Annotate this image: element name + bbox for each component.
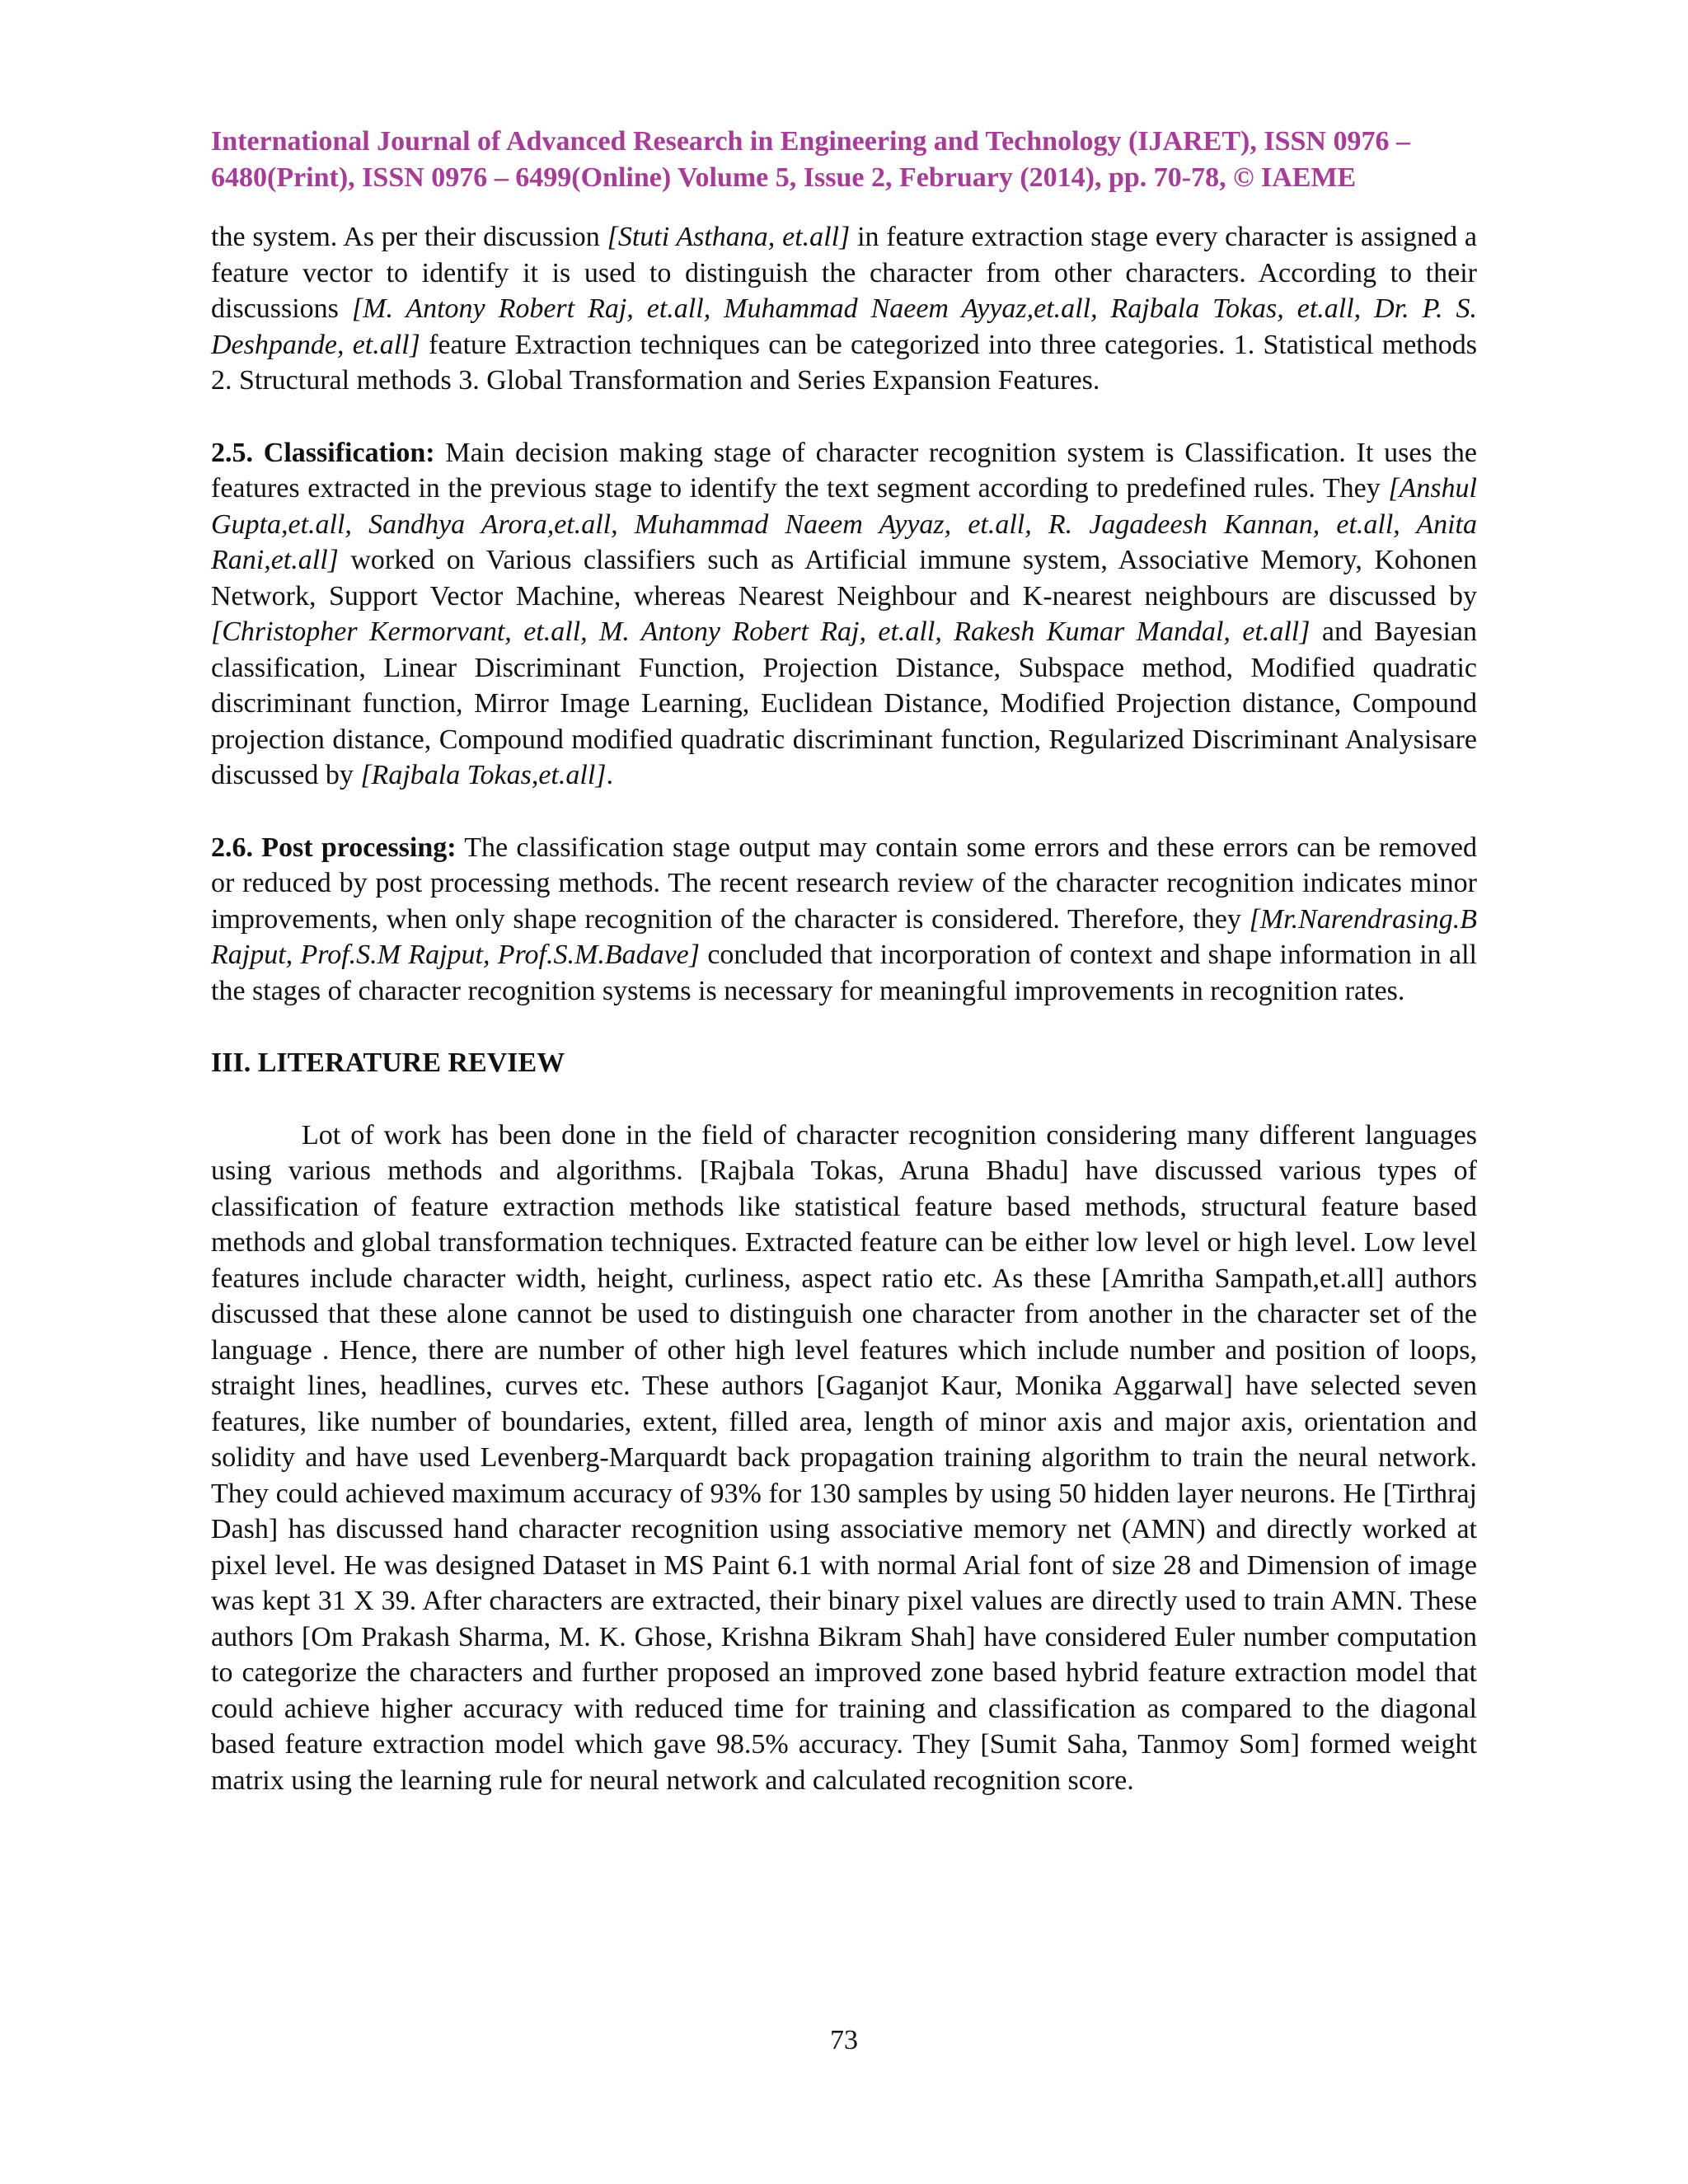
journal-header-line-2: 6480(Print), ISSN 0976 – 6499(Online) Volume 5, Issue 2, February (2014), pp. 70-78, © IAEME: [211, 162, 1357, 193]
section-post-processing: [211, 830, 1477, 1010]
citation: [Anshul Gupta,et.all, Sandhya Arora,et.all, Muhammad Naeem Ayyaz, et.all, R. Jagadeesh Kannan, et.all, Anita Rani,et.all]: [211, 473, 1477, 575]
section-heading-literature-review: III. LITERATURE REVIEW: [211, 1047, 565, 1078]
paragraph-text: feature Extraction techniques can be categorized into three categories. 1. Statistical methods 2. Structural methods 3. Global Transformation and Series Expansion Features.: [211, 329, 1477, 396]
section-heading-post-processing: 2.6. Post processing:: [211, 832, 457, 863]
citation: [Christopher Kermorvant, et.all, M. Antony Robert Raj, et.all, Rakesh Kumar Mandal, et.all]: [211, 616, 1311, 647]
paragraph-feature-extraction-continued: [211, 219, 1477, 399]
paragraph-text: worked on Various classifiers such as Artificial immune system, Associative Memory, Kohonen Network, Support Vector Machine, whereas Nearest Neighbour and K-nearest neighbours are discussed by: [211, 545, 1477, 612]
journal-header-line-1: International Journal of Advanced Research in Engineering and Technology (IJARET), ISSN 0976 –: [211, 126, 1410, 157]
journal-header: [211, 124, 1477, 196]
page-body: [211, 124, 1477, 1798]
paragraph-text: Main decision making stage of character recognition system is Classification. It uses the features extracted in the previous stage to identify the text segment according to predefined rules. They: [211, 437, 1478, 504]
citation: [Rajbala Tokas,et.all]: [360, 760, 607, 790]
paragraph-text: concluded that incorporation of context and shape information in all the stages of character recognition systems is necessary for meaningful improvements in recognition rates.: [211, 940, 1477, 1006]
paragraph-text: in feature extraction stage every character is assigned a feature vector to identify it is used to distinguish the character from other characters. According to their discussions: [211, 222, 1477, 324]
page-number: 73: [830, 2025, 858, 2055]
section-classification: [211, 435, 1477, 794]
paragraph-text: The classification stage output may contain some errors and these errors can be removed or reduced by post processing methods. The recent research review of the character recognition indicates minor improvements, when only shape recognition of the character is considered. Therefore, they: [211, 832, 1477, 935]
paragraph-text: and Bayesian classification, Linear Discriminant Function, Projection Distance, Subspace method, Modified quadratic discriminant function, Mirror Image Learning, Euclidean Distance, Modified Projection distance, Compound projection distance, Compound modified quadratic discriminant function, Regularized Discriminant Analysisare discussed by: [211, 616, 1478, 790]
paragraph-literature-review: Lot of work has been done in the field of character recognition considering many different languages using various methods and algorithms. [Rajbala Tokas, Aruna Bhadu] have discussed various types of classification of feature extraction methods like statistical feature based methods, structural feature based methods and global transformation techniques. Extracted feature can be either low level or high level. Low level features include character width, height, curliness, aspect ratio etc. As these [Amritha Sampath,et.all] authors discussed that these alone cannot be used to distinguish one character from another in the character set of the language . Hence, there are number of other high level features which include number and position of loops, straight lines, headlines, curves etc. These authors [Gaganjot Kaur, Monika Aggarwal] have selected seven features, like number of boundaries, extent, filled area, length of minor axis and major axis, orientation and solidity and have used Levenberg-Marquardt back propagation training algorithm to train the neural network. They could achieved maximum accuracy of 93% for 130 samples by using 50 hidden layer neurons. He [Tirthraj Dash] has discussed hand character recognition using associative memory net (AMN) and directly worked at pixel level. He was designed Dataset in MS Paint 6.1 with normal Arial font of size 28 and Dimension of image was kept 31 X 39. After characters are extracted, their binary pixel values are directly used to train AMN. These authors [Om Prakash Sharma, M. K. Ghose, Krishna Bikram Shah] have considered Euler number computation to categorize the characters and further proposed an improved zone based hybrid feature extraction model that could achieve higher accuracy with reduced time for training and classification as compared to the diagonal based feature extraction model which gave 98.5% accuracy. They [Sumit Saha, Tanmoy Som] formed weight matrix using the learning rule for neural network and calculated recognition score.: [211, 1119, 1477, 1796]
citation: [Mr.Narendrasing.B Rajput, Prof.S.M Rajput, Prof.S.M.Badave]: [211, 903, 1477, 970]
citation: [Stuti Asthana, et.all]: [607, 222, 851, 252]
citation: [M. Antony Robert Raj, et.all, Muhammad Naeem Ayyaz,et.all, Rajbala Tokas, et.all, Dr. P. S. Deshpande, et.all]: [211, 293, 1477, 360]
section-heading-classification: 2.5. Classification:: [211, 437, 435, 468]
paragraph-text: the system. As per their discussion: [211, 222, 607, 252]
paragraph-text: .: [606, 760, 613, 790]
